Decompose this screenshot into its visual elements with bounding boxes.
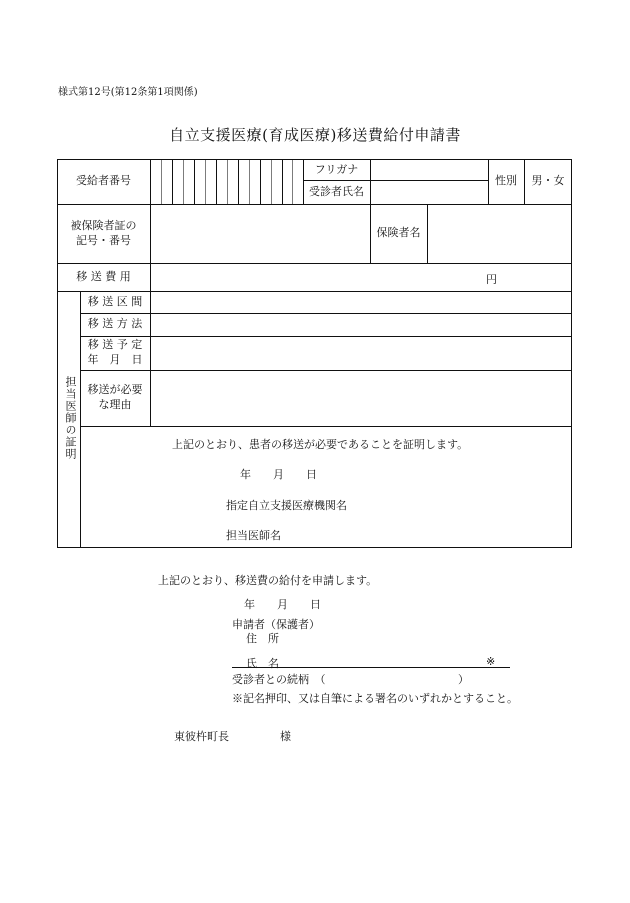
gender-label: 性別 [495, 174, 517, 188]
recipient-number-field[interactable] [150, 159, 303, 204]
reason-label [80, 370, 150, 426]
name-label: 氏 名 [246, 657, 279, 670]
form-reference: 様式第12号(第12条第1項関係) [58, 87, 198, 98]
reason-label-line1: 移送が必要 [87, 383, 143, 397]
doctor-certification-label: 担当医師の証明 [64, 376, 77, 460]
gender-options[interactable]: 男・女 [531, 174, 565, 188]
furigana-field[interactable] [370, 160, 488, 180]
certification-date[interactable]: 年 月 日 [240, 468, 317, 481]
transport-cost-field[interactable] [150, 263, 572, 291]
institution-label: 指定自立支援医療機関名 [226, 499, 347, 512]
insurance-card-field[interactable] [150, 204, 370, 263]
application-statement: 上記のとおり、移送費の給付を申請します。 [158, 574, 378, 587]
transport-section-label: 移 送 区 間 [87, 294, 143, 308]
seal-mark: ※ [486, 655, 496, 668]
planned-date-field[interactable] [150, 336, 572, 370]
doctor-name-label: 担当医師名 [226, 529, 281, 542]
relationship-paren-close: ） [458, 673, 469, 686]
address-label: 住 所 [246, 632, 279, 645]
recipient-number-label: 受給者番号 [76, 174, 131, 188]
insurance-card-label-line2: 記号・番号 [76, 233, 131, 247]
patient-name-field[interactable] [370, 180, 488, 204]
insurance-card-label [57, 204, 150, 263]
furigana-label: フリガナ [314, 162, 359, 176]
certification-statement: 上記のとおり、患者の移送が必要であることを証明します。 [172, 438, 469, 451]
planned-date-label-line2: 年 月 日 [87, 353, 143, 366]
insurance-card-label-line1: 被保険者証の [70, 218, 137, 232]
insurer-name-label: 保険者名 [376, 226, 421, 240]
transport-cost-label: 移 送 費 用 [76, 269, 131, 283]
transport-method-label: 移 送 方 法 [87, 317, 143, 331]
row-divider [80, 426, 572, 427]
name-signature-line[interactable] [232, 667, 510, 668]
form-title: 自立支援医療(育成医療)移送費給付申請書 [169, 126, 461, 144]
application-date[interactable]: 年 月 日 [244, 598, 321, 611]
planned-date-label [80, 336, 150, 370]
patient-name-label: 受診者氏名 [309, 184, 364, 198]
transport-method-field[interactable] [150, 313, 572, 336]
addressee-mayor: 東彼杵町長 [174, 730, 229, 743]
planned-date-label-line1: 移 送 予 定 [87, 338, 143, 352]
transport-section-field[interactable] [150, 291, 572, 313]
applicant-label: 申請者（保護者） [232, 618, 320, 631]
relationship-label: 受診者との続柄 （ [232, 673, 326, 686]
reason-label-line2: な理由 [98, 398, 132, 411]
yen-unit: 円 [486, 273, 497, 286]
signature-note: ※記名押印、又は自筆による署名のいずれかとすること。 [232, 692, 518, 705]
reason-field[interactable] [150, 370, 572, 426]
insurer-name-field[interactable] [427, 204, 572, 263]
addressee-honorific: 様 [280, 730, 291, 743]
